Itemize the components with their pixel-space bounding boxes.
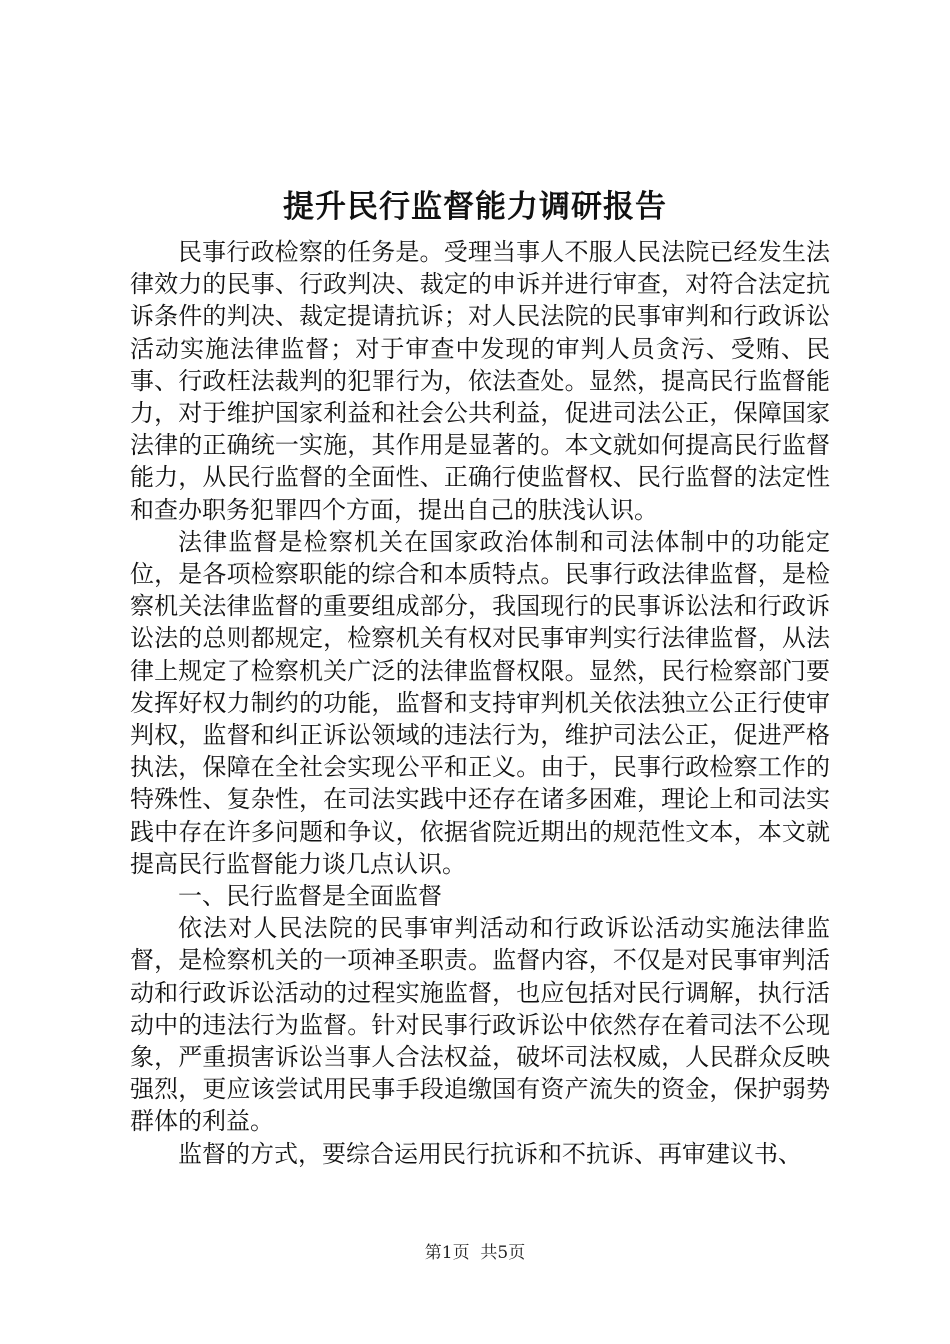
document-body [130,236,830,1170]
section-heading: 一、民行监督是全面监督 [178,882,442,911]
paragraph-section-body: 依法对人民法院的民事审判活动和行政诉讼活动实施法律监督，是检察机关的一项神圣职责。监督内容，不仅是对民事审判活动和行政诉讼活动的过程实施监督，也应包括对民行调解，执行活动中的违法行为监督。针对民事行政诉讼中依然存在着司法不公现象，严重损害诉讼当事人合法权益，破坏司法权威，人民群众反映强烈，更应该尝试用民事手段追缴国有资产流失的资金，保护弱势群体的利益。 [130,914,830,1136]
page-footer [0,1241,950,1265]
paragraph-legal-supervision: 法律监督是检察机关在国家政治体制和司法体制中的功能定位，是各项检察职能的综合和本质特点。民事行政法律监督，是检察机关法律监督的重要组成部分，我国现行的民事诉讼法和行政诉讼法的总则都规定，检察机关有权对民事审判实行法律监督，从法律上规定了检察机关广泛的法律监督权限。显然，民行检察部门要发挥好权力制约的功能，监督和支持审判机关依法独立公正行使审判权，监督和纠正诉讼领域的违法行为，维护司法公正，促进严格执法，保障在全社会实现公平和正义。由于，民事行政检察工作的特殊性、复杂性，在司法实践中还存在诸多困难，理论上和司法实践中存在许多问题和争议，依据省院近期出的规范性文本，本文就提高民行监督能力谈几点认识。 [130,527,830,878]
paragraph-intro: 民事行政检察的任务是。受理当事人不服人民法院已经发生法律效力的民事、行政判决、裁定的申诉并进行审查，对符合法定抗诉条件的判决、裁定提请抗诉；对人民法院的民事审判和行政诉讼活动实施法律监督；对于审查中发现的审判人员贪污、受贿、民事、行政枉法裁判的犯罪行为，依法查处。显然，提高民行监督能力，对于维护国家利益和社会公共利益，促进司法公正，保障国家法律的正确统一实施，其作用是显著的。本文就如何提高民行监督能力，从民行监督的全面性、正确行使监督权、民行监督的法定性和查办职务犯罪四个方面，提出自己的肤浅认识。 [130,238,830,524]
page-total: 共5页 [480,1243,526,1263]
paragraph-supervision-methods: 监督的方式，要综合运用民行抗诉和不抗诉、再审建议书、 [178,1139,802,1168]
page-number: 第1页 [424,1243,470,1263]
document-title: 提升民行监督能力调研报告 [283,189,667,225]
